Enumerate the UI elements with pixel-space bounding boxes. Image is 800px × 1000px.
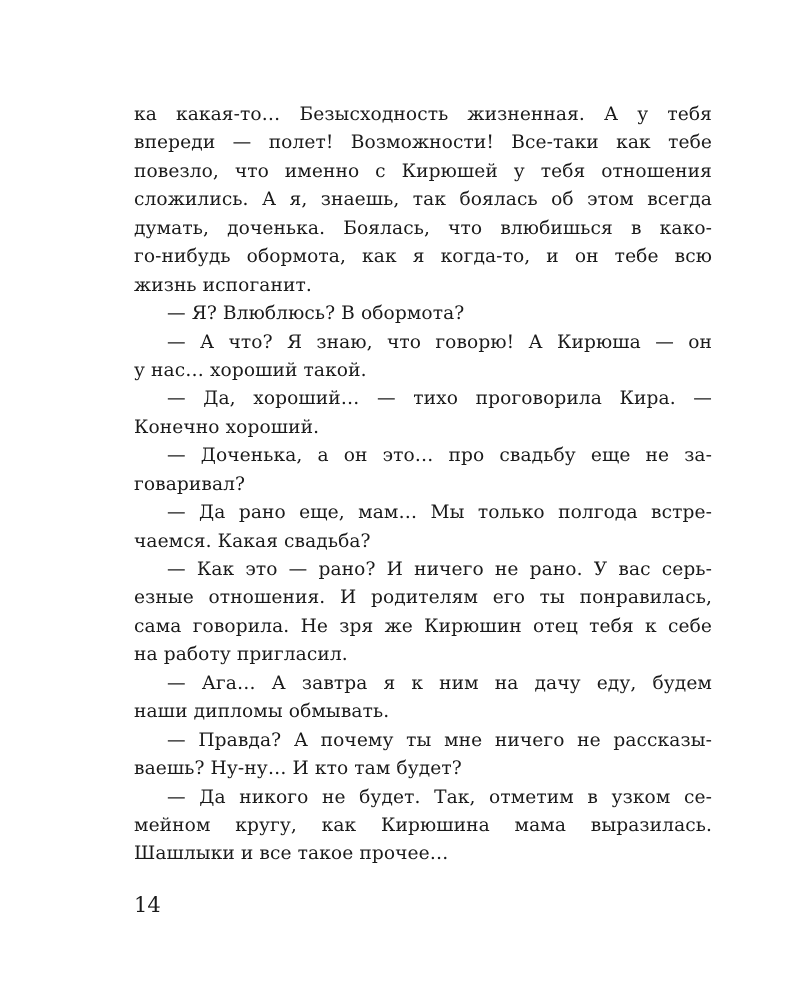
text-line: говаривал? xyxy=(134,473,246,495)
text-line: — А что? Я знаю, что говорю! А Кирюша — он xyxy=(167,331,712,353)
text-line: сама говорила. Не зря же Кирюшин отец тебя к себе xyxy=(134,615,712,637)
text-line: у нас… хороший такой. xyxy=(134,359,367,381)
text-line: на работу пригласил. xyxy=(134,644,348,666)
text-line: — Я? Влюблюсь? В обормота? xyxy=(167,303,465,325)
text-line: впереди — полет! Возможности! Все-таки как тебе xyxy=(134,132,712,154)
text-line: ваешь? Ну-ну… И кто там будет? xyxy=(134,758,462,780)
text-line: Шашлыки и все такое прочее… xyxy=(134,843,449,865)
text-line: го-нибудь обормота, как я когда-то, и он тебе всю xyxy=(134,246,712,268)
text-line: повезло, что именно с Кирюшей у тебя отношения xyxy=(134,160,712,182)
text-line: — Правда? А почему ты мне ничего не рассказы- xyxy=(167,729,712,751)
text-line: — Как это — рано? И ничего не рано. У вас серь- xyxy=(167,559,712,580)
text-line: думать, доченька. Боялась, что влюбишься в како- xyxy=(134,217,712,239)
text-line: ка какая-то… Безысходность жизненная. А у тебя xyxy=(134,104,712,125)
text-line: наши дипломы обмывать. xyxy=(134,701,390,723)
page-number: 14 xyxy=(134,893,161,917)
text-line: — Да, хороший… — тихо проговорила Кира. — xyxy=(167,388,712,410)
text-line: мейном кругу, как Кирюшина мама выразилась. xyxy=(134,814,712,836)
text-line: — Да никого не будет. Так, отметим в узком се- xyxy=(167,786,712,808)
text-line: езные отношения. И родителям его ты понравилась, xyxy=(134,587,712,609)
text-line: — Да рано еще, мам… Мы только полгода встре- xyxy=(167,502,712,524)
text-line: чаемся. Какая свадьба? xyxy=(134,530,371,552)
text-line: — Ага… А завтра я к ним на дачу еду, будем xyxy=(167,672,712,694)
body-text xyxy=(134,101,712,869)
text-line: сложились. А я, знаешь, так боялась об этом всегда xyxy=(134,189,712,211)
text-line: жизнь испоганит. xyxy=(134,274,312,296)
text-line: — Доченька, а он это… про свадьбу еще не за- xyxy=(167,445,712,467)
text-line: Конечно хороший. xyxy=(134,416,320,438)
